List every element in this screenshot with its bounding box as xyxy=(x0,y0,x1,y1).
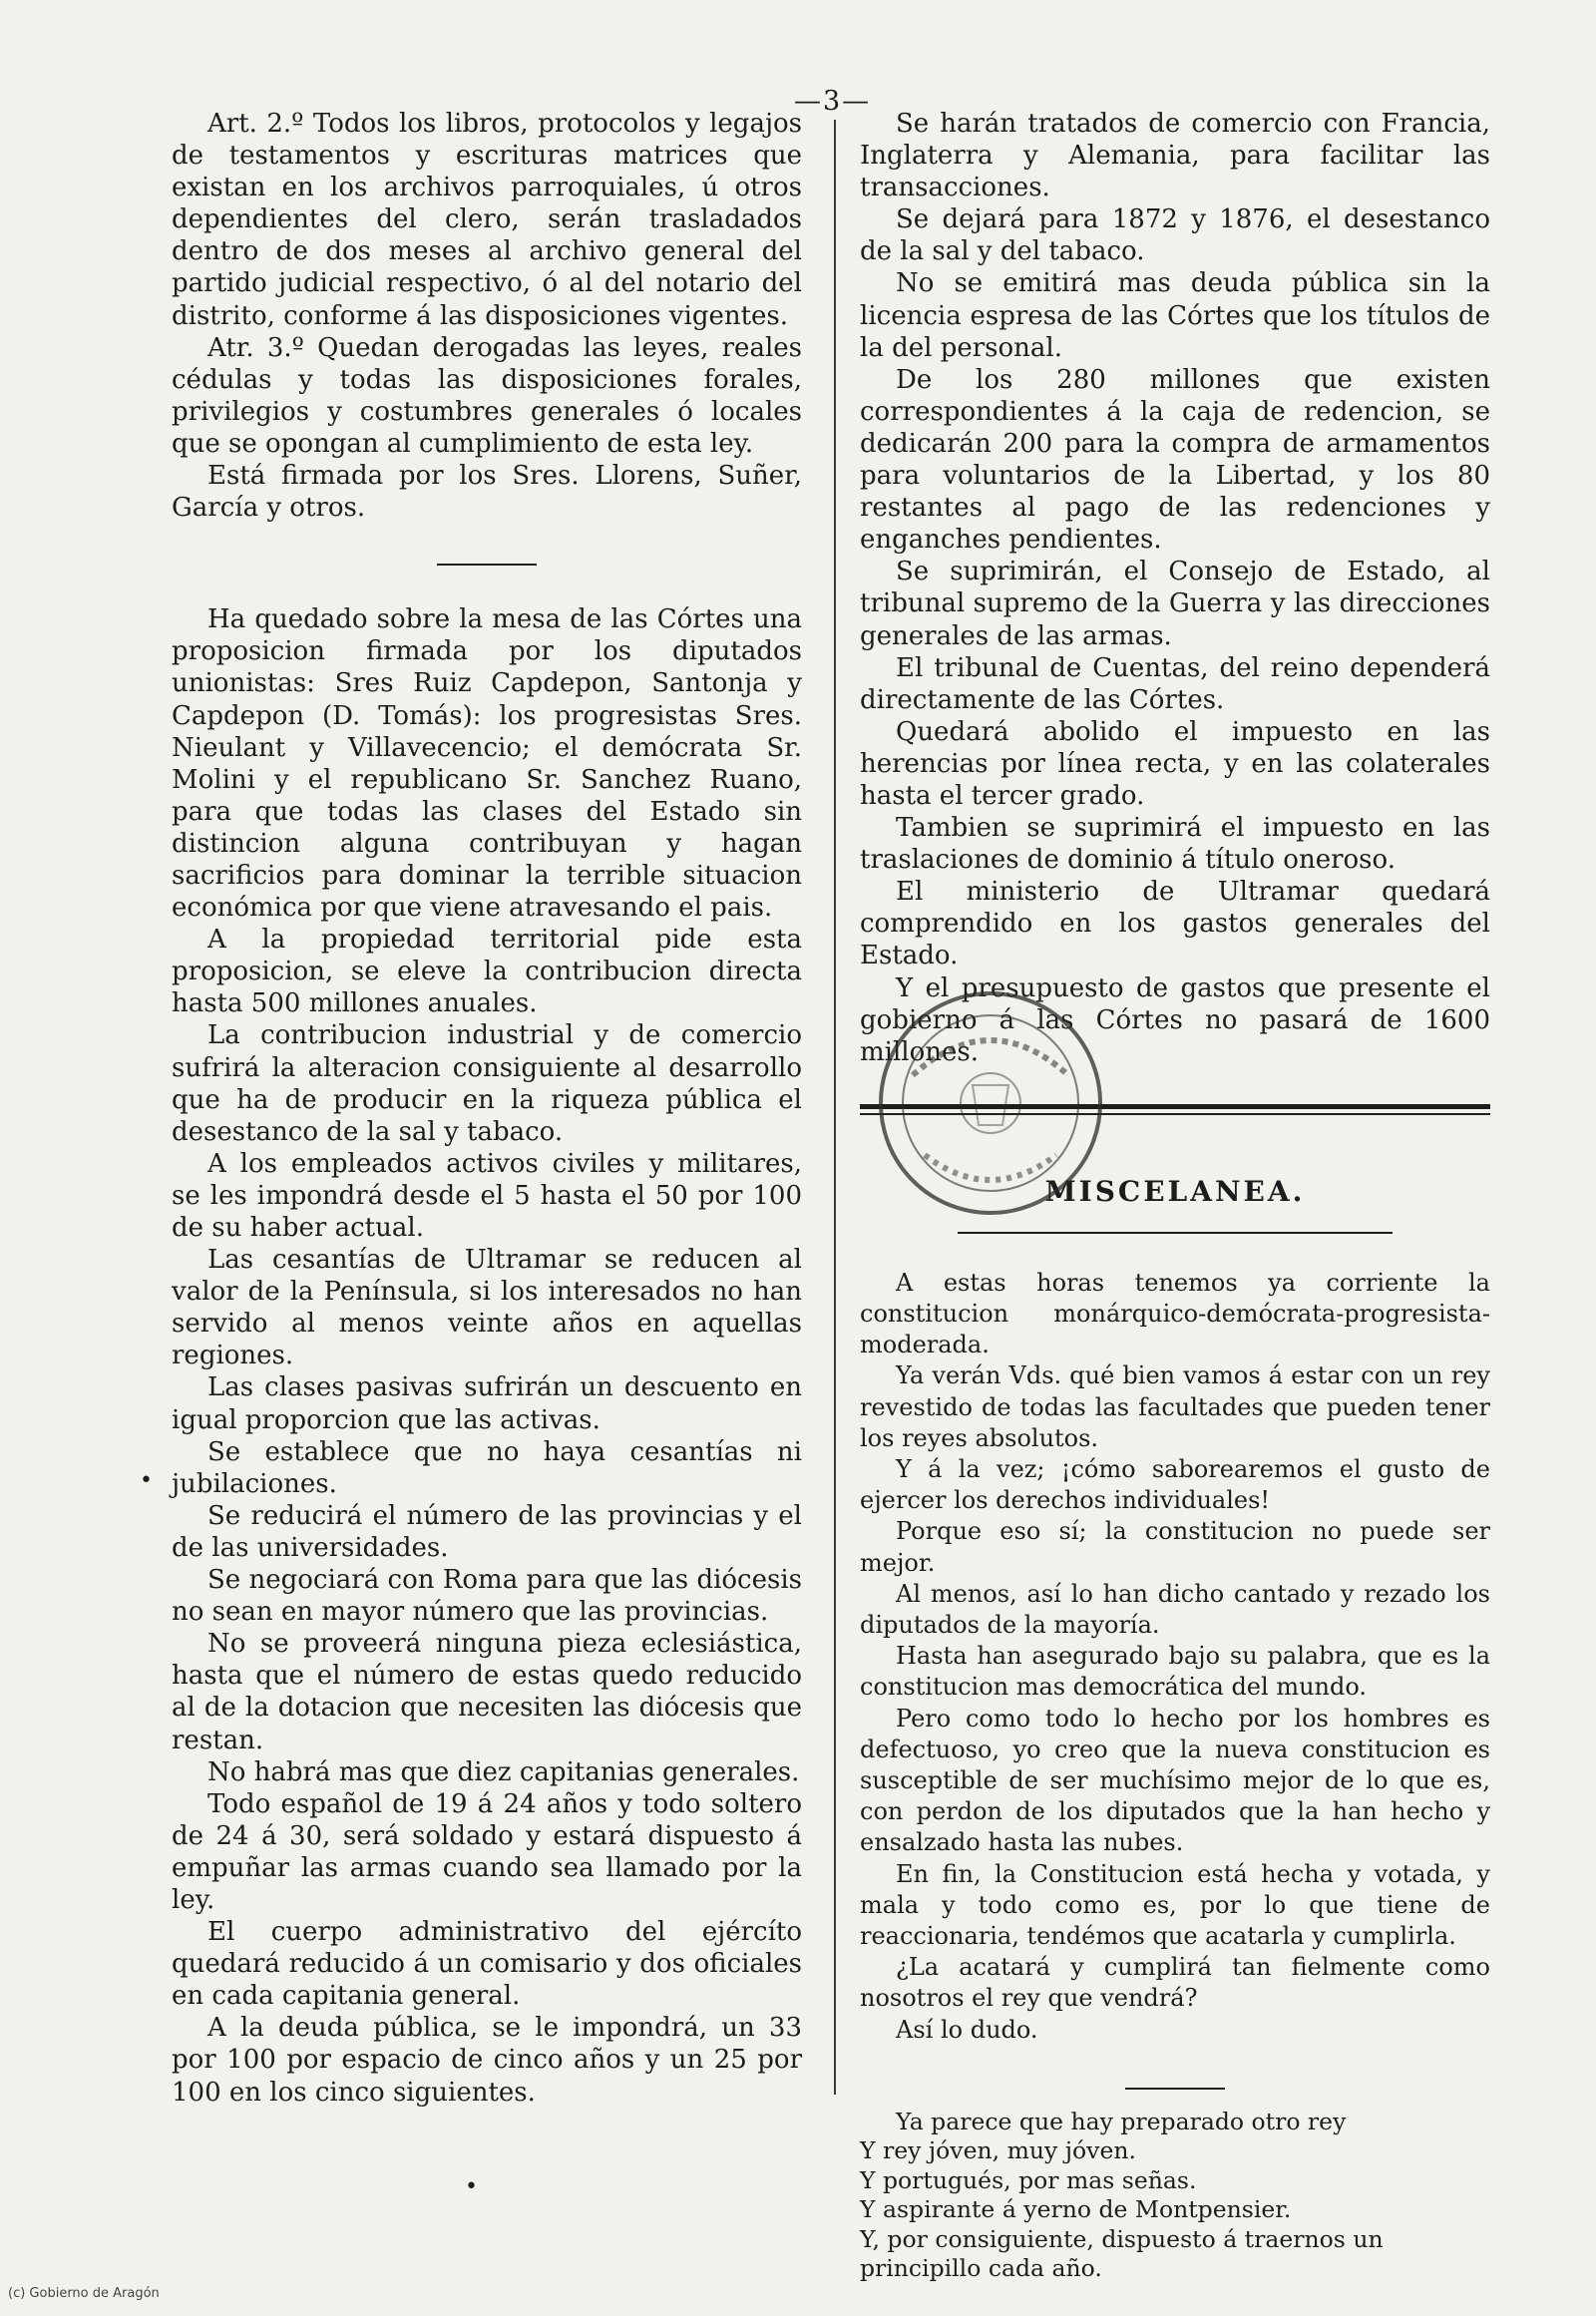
proposal-item: La contribucion industrial y de comercio sufrirá la alteracion consiguiente al desarrollo que ha de producir en la riqueza pública el desestanco de la sal y tabaco. xyxy=(172,1020,802,1147)
verse-separator xyxy=(1125,2088,1225,2090)
proposal-item: Se suprimirán, el Consejo de Estado, al tribunal supremo de la Guerra y las direcciones generales de las armas. xyxy=(860,557,1490,651)
miscelanea-section xyxy=(860,1268,1490,2046)
proposal-item: Todo español de 19 á 24 años y todo soltero de 24 á 30, será soldado y estará dispuesto á empuñar las armas cuando sea llamado por la ley. xyxy=(172,1788,802,1915)
misc-paragraph: Porque eso sí; la constitucion no puede ser mejor. xyxy=(860,1517,1490,1577)
proposal-item: No habrá mas que diez capitanias generales. xyxy=(207,1756,800,1787)
article-2: Art. 2.º Todos los libros, protocolos y legajos de testamentos y escrituras matrices que existan en los archivos parroquiales, ú otros dependientes del clero, serán trasladados dentro de dos meses al archivo general del partido judicial respectivo, ó al del notario del distrito, conforme á las disposiciones vigentes. xyxy=(172,109,802,331)
left-column xyxy=(172,108,802,2109)
verse-block xyxy=(860,2108,1490,2284)
proposal-item: Se negociará con Roma para que las diócesis no sean en mayor número que las provincias. xyxy=(172,1565,802,1628)
proposal-item: Y el presupuesto de gastos que presente el gobierno á las Córtes no pasará de 1600 millones. xyxy=(860,972,1490,1067)
printer-mark: • xyxy=(465,2174,478,2199)
misc-paragraph: Y á la vez; ¡cómo saborearemos el gusto de ejercer los derechos individuales! xyxy=(860,1455,1490,1515)
misc-paragraph: A estas horas tenemos ya corriente la constitucion monárquico-demócrata-progresista-moderada. xyxy=(860,1268,1490,1359)
heading-underline xyxy=(958,1232,1393,1234)
misc-paragraph: Hasta han asegurado bajo su palabra, que es la constitucion mas democrática del mundo. xyxy=(860,1642,1490,1702)
library-stamp xyxy=(873,985,1108,1221)
verse-line: Y rey jóven, muy jóven. xyxy=(860,2136,1136,2165)
misc-paragraph: ¿La acatará y cumplirá tan fielmente como nosotros el rey que vendrá? xyxy=(860,1953,1490,2013)
proposal-item: De los 280 millones que existen correspondientes á la caja de redencion, se dedicarán 200 para la compra de armamentos para voluntarios de la Libertad, y los 80 restantes al pago de las redenciones y enganches pendientes. xyxy=(860,364,1490,556)
signatories: Está firmada por los Sres. Llorens, Suñer, García y otros. xyxy=(172,461,802,524)
proposal-item: Tambien se suprimirá el impuesto en las traslaciones de dominio á título oneroso. xyxy=(860,813,1490,876)
verse-line: Ya parece que hay preparado otro rey xyxy=(896,2107,1347,2135)
misc-paragraph: Al menos, así lo han dicho cantado y rezado los diputados de la mayoría. xyxy=(860,1579,1490,1640)
proposal-item: A la deuda pública, se le impondrá, un 33 por 100 por espacio de cinco años y un 25 por 100 en los cinco siguientes. xyxy=(172,2013,802,2108)
misc-paragraph: Pero como todo lo hecho por los hombres es defectuoso, yo creo que la nueva constitucion es susceptible de ser muchísimo mejor de lo que es, con perdon de los diputados que la han hecho y ensalzado hasta las nubes. xyxy=(860,1704,1490,1857)
misc-paragraph: Así lo dudo. xyxy=(896,2015,1038,2044)
misc-paragraph: Ya verán Vds. qué bien vamos á estar con un rey revestido de todas las facultades que pueden tener los reyes absolutos. xyxy=(860,1361,1490,1452)
proposal-intro: Ha quedado sobre la mesa de las Córtes una proposicion firmada por los diputados unionistas: Sres Ruiz Capdepon, Santonja y Capdepon (D. Tomás): los progresistas Sres. Nieulant y Villavecencio; el demócrata Sr. Molini y el republicano Sr. Sanchez Ruano, para que todas las clases del Estado sin distincion alguna contribuyan y hagan sacrificios para dominar la terrible situacion económica por que viene atravesando el pais. xyxy=(172,604,802,924)
proposal-item: A los empleados activos civiles y militares, se les impondrá desde el 5 hasta el 50 por 100 de su haber actual. xyxy=(172,1148,802,1243)
proposal-item: El cuerpo administrativo del ejércíto quedará reducido á un comisario y dos oficiales en cada capitania general. xyxy=(172,1917,802,2012)
column-divider xyxy=(834,120,836,2095)
section-separator xyxy=(437,564,537,566)
proposal-item: El ministerio de Ultramar quedará comprendido en los gastos generales del Estado. xyxy=(860,877,1490,971)
proposal-item: Se establece que no haya cesantías ni jubilaciones. xyxy=(172,1436,802,1499)
proposal-item: Se harán tratados de comercio con Francia, Inglaterra y Alemania, para facilitar las transacciones. xyxy=(860,109,1490,203)
proposal-item: Se reducirá el número de las provincias y el de las universidades. xyxy=(172,1500,802,1563)
misc-paragraph: En fin, la Constitucion está hecha y votada, y mala y todo como es, por lo que tiene de reaccionaria, tendémos que acatarla y cumplirla. xyxy=(860,1859,1490,1951)
page-number: —3— xyxy=(794,86,872,117)
proposal-item: A la propiedad territorial pide esta proposicion, se eleve la contribucion directa hasta 500 millones anuales. xyxy=(172,925,802,1019)
proposal-item: No se proveerá ninguna pieza eclesiástica, hasta que el número de estas quedo reducido al de la dotacion que necesiten las diócesis que restan. xyxy=(172,1629,802,1755)
article-3: Atr. 3.º Quedan derogadas las leyes, reales cédulas y todas las disposiciones forales, privilegios y costumbres generales ó locales que se opongan al cumplimiento de esta ley. xyxy=(172,332,802,459)
miscelanea-heading: MISCELANEA. xyxy=(1044,1174,1306,1208)
copyright-footer: (c) Gobierno de Aragón xyxy=(8,2286,160,2301)
proposal-item: El tribunal de Cuentas, del reino dependerá directamente de las Córtes. xyxy=(860,652,1490,715)
verse-line: Y aspirante á yerno de Montpensier. xyxy=(860,2195,1292,2224)
verse-line: Y, por consiguiente, dispuesto á traernos un principillo cada año. xyxy=(860,2224,1384,2283)
verse-line: Y portugués, por mas señas. xyxy=(860,2165,1197,2194)
proposal-item: No se emitirá mas deuda pública sin la licencia espresa de las Córtes que los títulos de la del personal. xyxy=(860,268,1490,363)
proposal-item: Las clases pasivas sufrirán un descuento en igual proporcion que las activas. xyxy=(172,1372,802,1435)
proposal-item: Las cesantías de Ultramar se reducen al valor de la Península, si los interesados no han servido al menos veinte años en aquellas regiones. xyxy=(172,1245,802,1371)
proposal-item: Se dejará para 1872 y 1876, el desestanco de la sal y del tabaco. xyxy=(860,204,1490,267)
proposal-item: Quedará abolido el impuesto en las herencias por línea recta, y en las colaterales hasta el tercer grado. xyxy=(860,716,1490,811)
printer-mark: • xyxy=(140,1468,153,1493)
